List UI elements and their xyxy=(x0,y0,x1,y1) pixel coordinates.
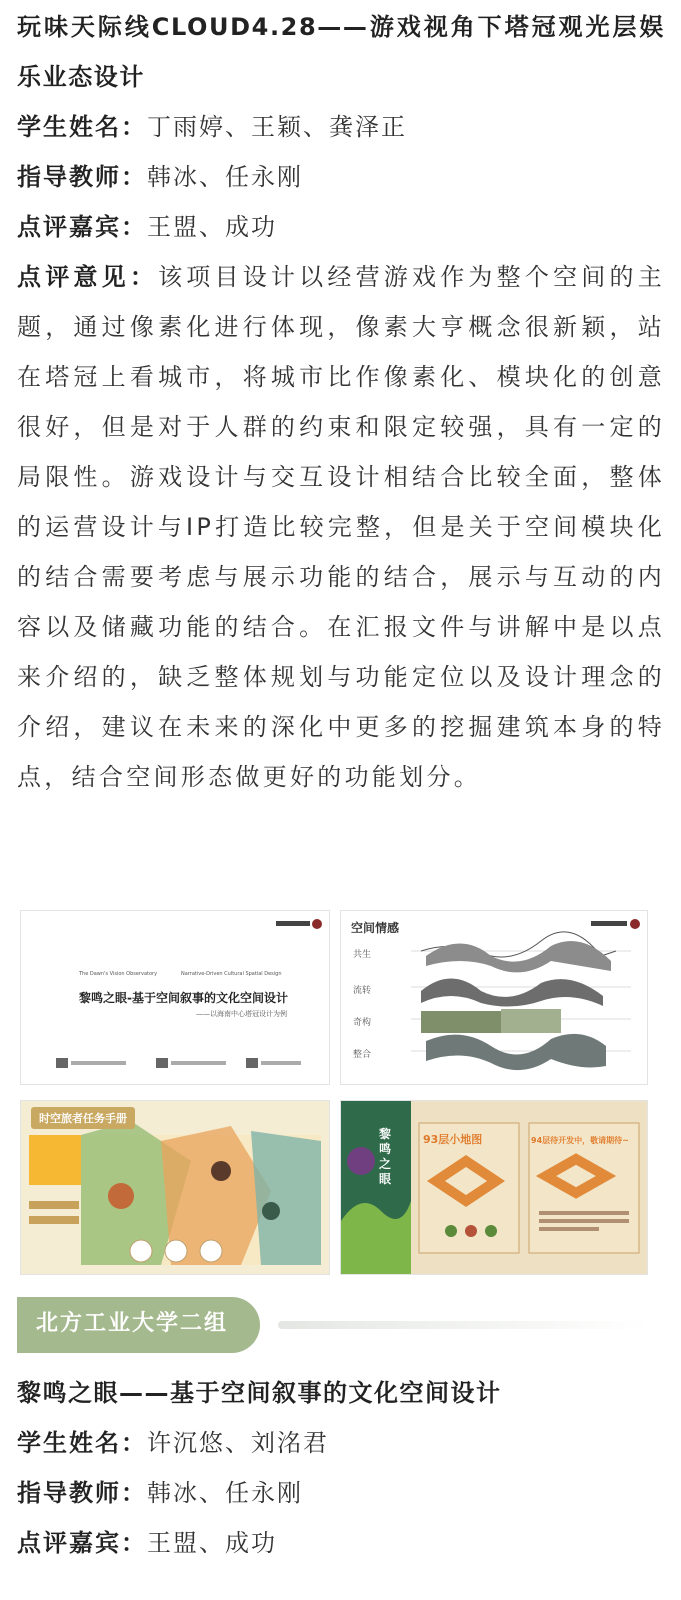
cover-title: 黎鸣之眼-基于空间叙事的文化空间设计 xyxy=(79,991,288,1005)
students-label: 学生姓名： xyxy=(17,113,147,141)
map-slide-image[interactable] xyxy=(340,1100,648,1275)
handbook-slide-image[interactable] xyxy=(20,1100,330,1275)
group-divider xyxy=(278,1321,648,1329)
comment-paragraph xyxy=(17,252,665,802)
project2-advisors-row xyxy=(17,1468,665,1518)
project-title-text: 玩味天际线CLOUD4.28——游戏视角下塔冠观光层娱乐业态设计 xyxy=(17,13,665,91)
map-floor94-label: 94层待开发中，敬请期待~ xyxy=(531,1136,629,1145)
cover-caption-left: The Dawn's Vision Observatory xyxy=(79,971,158,977)
advisors-row xyxy=(17,152,665,202)
students-value: 丁雨婷、王颖、龚泽正 xyxy=(147,113,407,141)
project2-advisors-value: 韩冰、任永刚 xyxy=(147,1479,303,1507)
project2-title-row xyxy=(17,1368,665,1418)
map-floor93-label: 93层小地图 xyxy=(423,1133,483,1146)
handbook-tag: 时空旅者任务手册 xyxy=(31,1107,135,1129)
emotion-row-2: 流转 xyxy=(353,986,372,996)
map-vertical-title: 黎鸣之眼 xyxy=(379,1127,392,1186)
project2-reviewers-label: 点评嘉宾： xyxy=(17,1529,147,1557)
emotion-row-1: 共生 xyxy=(353,950,372,960)
project2-title: 黎鸣之眼——基于空间叙事的文化空间设计 xyxy=(17,1379,502,1407)
reviewers-row xyxy=(17,202,665,252)
project2-advisors-label: 指导教师： xyxy=(17,1479,147,1507)
group-label: 北方工业大学二组 xyxy=(36,1311,229,1336)
students-row xyxy=(17,102,665,152)
reviewers-label: 点评嘉宾： xyxy=(17,213,147,241)
emotion-slide-image[interactable] xyxy=(340,910,648,1085)
project2-students-value: 许沉悠、刘洺君 xyxy=(147,1429,329,1457)
comment-text: 该项目设计以经营游戏作为整个空间的主题，通过像素化进行体现，像素大亨概念很新颖，站在塔冠上看城市，将城市比作像素化、模块化的创意很好，但是对于人群的约束和限定较强，具有一定的局限性。游戏设计与交互设计相结合比较全面，整体的运营设计与IP打造比较完整，但是关于空间模块化的结合需要考虑与展示功能的结合，展示与互动的内容以及储藏功能的结合。在汇报文件与讲解中是以点来介绍的，缺乏整体规划与功能定位以及设计理念的介绍，建议在未来的深化中更多的挖掘建筑本身的特点，结合空间形态做更好的功能划分。 xyxy=(17,263,666,791)
reviewers-value: 王盟、成功 xyxy=(147,213,277,241)
cover-slide-image[interactable] xyxy=(20,910,330,1085)
project2-reviewers-row xyxy=(17,1518,665,1568)
emotion-row-4: 整合 xyxy=(353,1050,372,1060)
project2-students-row xyxy=(17,1418,665,1468)
project-title xyxy=(17,2,665,102)
advisors-label: 指导教师： xyxy=(17,163,147,191)
emotion-title: 空间情感 xyxy=(351,921,400,935)
cover-caption-right: Narrative-Driven Cultural Spatial Design xyxy=(181,971,282,977)
project2-reviewers-value: 王盟、成功 xyxy=(147,1529,277,1557)
cover-subtitle: ——以海南中心塔冠设计为例 xyxy=(196,1010,287,1018)
emotion-row-3: 奇构 xyxy=(353,1018,372,1028)
project2-students-label: 学生姓名： xyxy=(17,1429,147,1457)
emotion-chart-graphic xyxy=(341,911,648,1085)
advisors-value: 韩冰、任永刚 xyxy=(147,163,303,191)
comment-label: 点评意见： xyxy=(17,263,159,291)
